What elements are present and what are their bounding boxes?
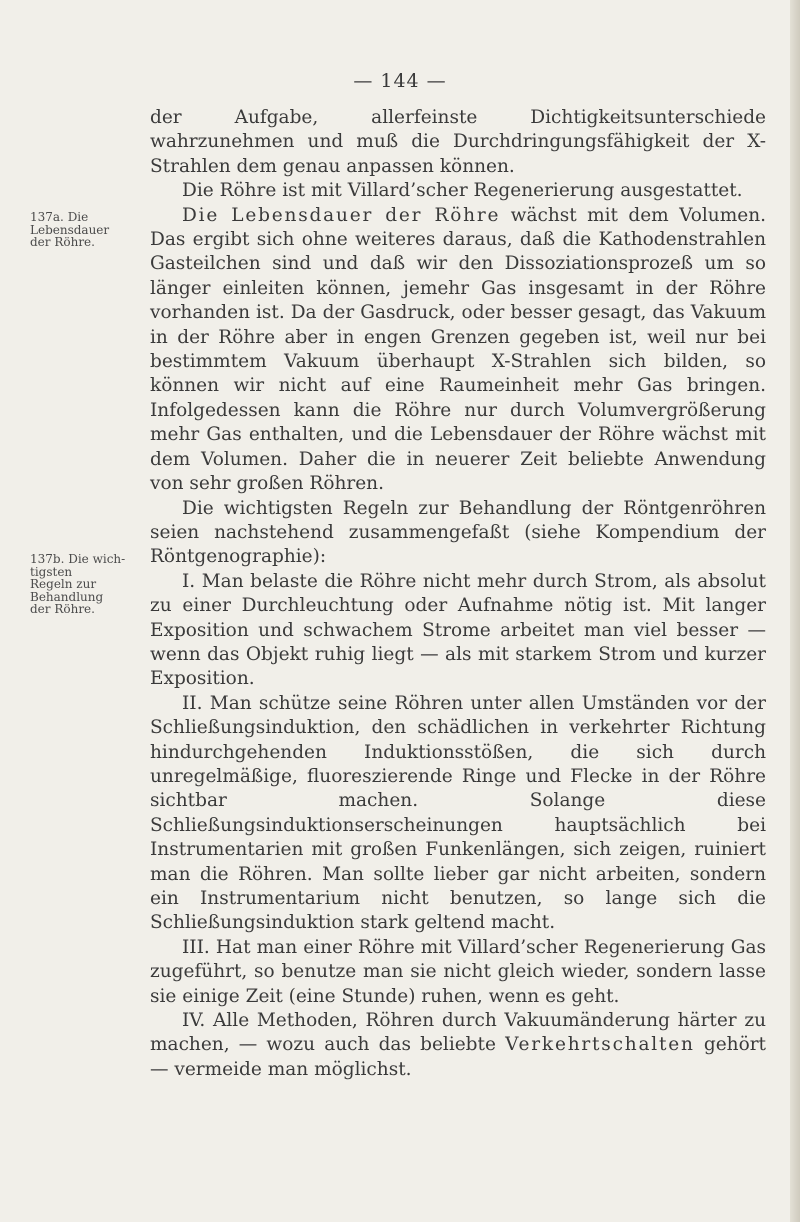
section-heading-lifespan: Die Lebensdauer der Röhre xyxy=(182,204,501,226)
margin-note-line: der Röhre. xyxy=(30,602,95,616)
paragraph-continuation: der Aufgabe, allerfeinste Dichtigkeitsunterschiede wahrzunehmen und muß die Durchdringungsfähigkeit der X-Strahlen dem genau anpassen können. xyxy=(150,107,766,177)
margin-note-line: der Röhre. xyxy=(30,235,95,249)
page-number: — 144 — xyxy=(353,70,447,92)
margin-note-rules xyxy=(30,553,142,616)
rule-1: I. Man belaste die Röhre nicht mehr durch Strom, als absolut zu einer Durchleuchtung oder Aufnahme nötig ist. Mit langer Exposition und schwachem Strome arbeitet man viel besser — wenn das Objekt ruhig liegt — als mit starkem Strom und kurzer Exposition. xyxy=(150,570,766,690)
margin-note-line: Lebensdauer xyxy=(30,222,110,237)
rule-4 xyxy=(150,1009,766,1082)
margin-note-line: tigsten xyxy=(30,564,73,579)
rule-2: II. Man schütze seine Röhren unter allen Umständen vor der Schließungsinduktion, den schädlichen in verkehrter Richtung hindurchgehenden Induktionsstößen, die sich durch unregelmäßige, fluoreszierende Ringe und Flecke in der Röhre sichtbar machen. Solange diese Schließungsinduktionserscheinungen hauptsächlich bei Instrumentarien mit großen Funkenlängen, sich zeigen, ruiniert man die Röhren. Man sollte lieber gar nicht arbeiten, sondern ein Instrumentarium nicht benutzen, so lange sich die Schließungsinduktion stark geltend macht. xyxy=(150,692,766,934)
paragraph-villard: Die Röhre ist mit Villard’scher Regenerierung ausgestattet. xyxy=(182,180,743,202)
page-edge xyxy=(790,0,800,1222)
rule-4-text-end: gehört — vermeide man möglichst. xyxy=(150,1034,766,1080)
margin-note-line: 137a. Die xyxy=(30,210,89,224)
paragraph-lifespan xyxy=(150,204,766,497)
margin-note-line: Behandlung xyxy=(30,589,104,604)
body-text xyxy=(150,106,766,1082)
paragraph-lifespan-text: wächst mit dem Volumen. Das ergibt sich ohne weiteres daraus, daß die Kathodenstrahlen Gasteilchen sind und daß wir den Dissoziationsprozeß um so länger einleiten können, jemehr Gas insgesamt in der Röhre vorhanden ist. Da der Gasdruck, oder besser gesagt, das Vakuum in der Röhre aber in engen Grenzen gegeben ist, weil nur bei bestimmtem Vakuum überhaupt X-Strahlen sich bilden, so können wir nicht auf eine Raumeinheit mehr Gas bringen. Infolgedessen kann die Röhre nur durch Volumvergrößerung mehr Gas enthalten, und die Lebensdauer der Röhre wächst mit dem Volumen. Daher die in neuerer Zeit beliebte Anwendung von sehr großen Röhren. xyxy=(150,204,766,495)
rule-4-emphasis: Verkehrtschalten xyxy=(505,1034,695,1056)
margin-note-line: Regeln zur xyxy=(30,577,97,591)
rule-4-text-start: IV. Alle Methoden, Röhren durch Vakuumänderung härter zu machen, — wozu auch das beliebte xyxy=(150,1010,766,1056)
paragraph-rules-intro: Die wichtigsten Regeln zur Behandlung der Röntgenröhren seien nachstehend zusammengefaßt (siehe Kompendium der Röntgenographie): xyxy=(150,497,766,568)
rule-3: III. Hat man einer Röhre mit Villard’scher Regenerierung Gas zugeführt, so benutze man sie nicht gleich wieder, sondern lasse sie einige Zeit (eine Stunde) ruhen, wenn es geht. xyxy=(150,936,766,1007)
margin-note-line: 137b. Die wich- xyxy=(30,552,126,566)
margin-note-lifespan xyxy=(30,211,142,249)
